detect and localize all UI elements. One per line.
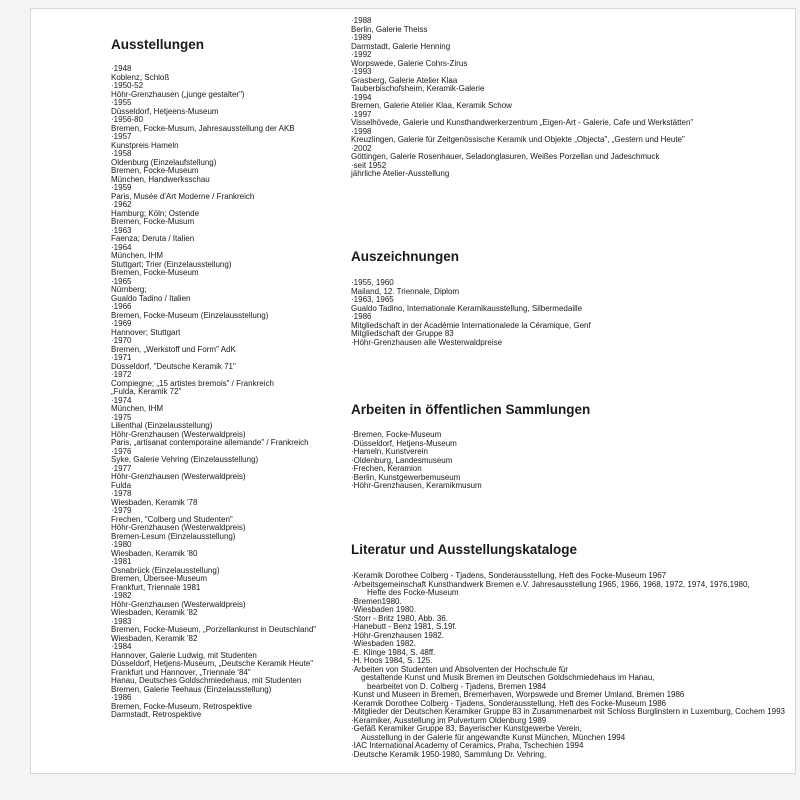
list-item: Wiesbaden, Keramik '78 (111, 497, 198, 507)
collection-item: · Düsseldorf, Hetjens-Museum (351, 440, 800, 449)
list-item: Visselhövede, Galerie und Kunsthandwerkerzentrum „Eigen-Art - Galerie, Cafe und Werkstätten" (351, 118, 694, 127)
exhibitions-list-continued (351, 17, 800, 179)
list-item: · Bremen1980. (351, 598, 800, 607)
list-item: · Gefäß Keramiker Gruppe 83, Bayerischer Kunstgewerbe Verein, (351, 725, 800, 734)
list-item: jährliche Atelier-Ausstellung (351, 169, 450, 178)
list-item: Paris, Musée d'Art Moderne / Frankreich (111, 191, 255, 201)
list-item: Hannover, Galerie Ludwig, mit Studenten (111, 650, 257, 660)
list-item: Berlin, Galerie Theiss (351, 24, 428, 34)
list-item: Wiesbaden, Keramik '82 (111, 633, 198, 643)
list-item: · Storr - Britz 1980, Abb. 36. (351, 615, 800, 624)
list-item: Osnabrück (Einzelausstellung) (111, 565, 220, 575)
list-item: Hamburg; Köln; Ostende (111, 208, 200, 218)
year-entry: · 1971 (111, 354, 341, 363)
list-item: Darmstadt, Retrospektive (111, 710, 202, 719)
list-item: Bremen, Focke-Museum, „Porzellankunst in Deutschland" (111, 625, 317, 634)
list-item: Darmstadt, Galerie Henning (351, 41, 451, 51)
list-item: Höhr-Grenzhausen (Westerwaldpreis) (111, 599, 246, 609)
list-item: Nürnberg; (111, 285, 147, 294)
year-entry: · 1998 (351, 128, 800, 137)
list-item: Düsseldorf, "Deutsche Keramik 71" (111, 361, 236, 371)
list-item: Höhr-Grenzhausen (Westerwaldpreis) (111, 429, 246, 439)
list-item: Düsseldorf, Hetjeens-Museum (111, 106, 219, 116)
exhibitions-list (111, 65, 341, 720)
list-item: Oldenburg (Einzelaufstellung) (111, 157, 217, 167)
list-item: Wiesbaden, Keramik '82 (111, 608, 198, 617)
list-item: Gualdo Tadino, Internationale Keramikausstellung, Silbermedaille (351, 303, 583, 313)
section-literature (351, 542, 800, 759)
list-item: Kreuzlingen, Galerie für Zeitgenössische Keramik und Objekte „Objecta", „Gestern und Heute" (351, 135, 685, 144)
year-entry: · 1959 (111, 184, 341, 193)
list-item: · Hanebutt - Benz 1981, S.19f. (351, 623, 800, 632)
list-item: Hannover; Stuttgart (111, 327, 181, 337)
list-item: · Keramik Dorothee Colberg - Tjadens, Sonderausstellung, Heft des Focke-Museum 1986 (351, 700, 800, 709)
year-entry: · 1955, 1960 (351, 279, 800, 288)
year-entry: · 1965 (111, 278, 341, 287)
year-entry: · 1962 (111, 201, 341, 210)
list-item: Stuttgart; Trier (Einzelausstellung) (111, 259, 232, 269)
section-title-sammlungen: Arbeiten in öffentlichen Sammlungen (351, 402, 591, 417)
section-awards (351, 249, 800, 347)
list-item: Grasberg, Galerie Atelier Klaa (351, 75, 458, 85)
list-item: Hefte des Focke-Museum (367, 588, 459, 597)
list-item: · E. Klinge 1984, S. 48ff. (351, 649, 800, 658)
list-item: Bremen, Galerie Teehaus (Einzelausstellung) (111, 684, 272, 694)
list-item: Bremen, Übersee-Museum (111, 574, 208, 583)
year-entry: · 1958 (111, 150, 341, 159)
list-item: Ausstellung in der Galerie für angewandte Kunst München, München 1994 (361, 732, 626, 742)
list-item: · H. Hoos 1984, S. 125. (351, 657, 800, 666)
list-item: Bremen, Focke-Musum (111, 217, 195, 226)
year-entry: · 1972 (111, 371, 341, 380)
awards-list (351, 279, 800, 347)
list-item: Faenza; Deruta / Italien (111, 234, 195, 243)
year-entry: · 1979 (111, 507, 341, 516)
list-item: · Mitglieder der Deutschen Keramiker Gruppe 83 in Zusammenarbeit mit Schloss Burglinstern in Luxemburg, Cochem 1993 (351, 708, 800, 717)
collection-item: · Berlin, Kunstgewerbemuseum (351, 474, 800, 483)
list-item: Gualdo Tadino / Italien (111, 293, 191, 303)
list-item: Frechen, "Colberg und Studenten" (111, 514, 233, 524)
list-item: Höhr-Grenzhausen („junge gestalter") (111, 89, 245, 99)
list-item: · Arbeiten von Studenten und Absolventen der Hochschule für (351, 666, 800, 675)
left-column (111, 37, 341, 720)
collection-item: · Hameln, Kunstverein (351, 448, 800, 457)
year-entry: · 1993 (351, 68, 800, 77)
year-entry: · 1997 (351, 111, 800, 120)
list-item: Worpswede, Galerie Cohrs-Zirus (351, 58, 468, 68)
year-entry: · 1966 (111, 303, 341, 312)
list-item: Syke, Galerie Vehring (Einzelausstellung) (111, 455, 259, 464)
list-item: bearbeitet von D. Colberg - Tjadens, Bremen 1984 (367, 681, 547, 691)
list-item: Koblenz, Schloß (111, 72, 170, 82)
section-collections (351, 402, 800, 491)
year-entry: · 1957 (111, 133, 341, 142)
year-entry: · 1964 (111, 244, 341, 253)
list-item: Höhr-Grenzhausen (Westerwaldpreis) (111, 523, 246, 532)
year-entry: · 1956-80 (111, 116, 341, 125)
list-item: Kunstpreis Hameln (111, 140, 179, 150)
collection-item: · Bremen, Focke-Museum (351, 431, 800, 440)
list-item: Bremen, „Werkstoff und Form" AdK (111, 344, 236, 354)
year-entry: · 1984 (111, 643, 341, 652)
collection-item: · Frechen, Keramion (351, 465, 800, 474)
year-entry: · 1969 (111, 320, 341, 329)
year-entry: · 1970 (111, 337, 341, 346)
list-item: Tauberbischofsheim, Keramik-Galerie (351, 84, 485, 93)
year-entry: · 1948 (111, 65, 341, 74)
list-item: Hanau, Deutsches Goldschmiedehaus, mit Studenten (111, 676, 302, 685)
year-entry: · seit 1952 (351, 162, 800, 171)
list-item: Frankfurt, Triennale 1981 (111, 582, 201, 592)
section-title-literatur: Literatur und Ausstellungskataloge (351, 542, 578, 557)
collection-item: · Oldenburg, Landesmuseum (351, 457, 800, 466)
year-entry: · 2002 (351, 145, 800, 154)
year-entry: · 1986 (351, 313, 800, 322)
list-item: Mitgliedschaft der Gruppe 83 (351, 329, 454, 338)
year-entry: · 1992 (351, 51, 800, 60)
list-item: gestaltende Kunst und Musik Bremen im Deutschen Goldschmiedehaus im Hanau, (361, 673, 655, 682)
list-item: Bremen, Focke-Museum (111, 166, 199, 175)
year-entry: · 1975 (111, 414, 341, 423)
section-title-ausstellungen: Ausstellungen (111, 37, 205, 52)
exhibitions-continued (351, 17, 800, 179)
list-item: · Deutsche Keramik 1950-1980, Sammlung Dr. Vehring, (351, 751, 800, 760)
list-item: Lilienthal (Einzelausstellung) (111, 421, 213, 430)
list-item: Göttingen, Galerie Rosenhauer, Seladonglasuren, Weißes Porzellan und Jadeschmuck (351, 152, 660, 161)
catalog-page (30, 8, 796, 774)
year-entry: · 1978 (111, 490, 341, 499)
year-entry: · 1982 (111, 592, 341, 601)
list-item: · Kunst und Museen in Bremen, Bremerhaven, Worpswede und Bremer Umland, Bremen 1986 (351, 691, 800, 700)
year-entry: · 1980 (111, 541, 341, 550)
year-entry: · 1989 (351, 34, 800, 43)
list-item: Compiegne; „15 artistes bremois" / Frankreich (111, 378, 274, 388)
list-item: · Wiesbaden 1982. (351, 640, 800, 649)
list-item: · Keramiker, Ausstellung im Pulverturm Oldenburg 1989 (351, 717, 800, 726)
list-item: · IAC International Academy of Ceramics, Praha, Tschechien 1994 (351, 742, 800, 751)
list-item: Mitgliedschaft in der Académie Internationalede la Céramique, Genf (351, 320, 591, 330)
year-entry: · 1983 (111, 618, 341, 627)
year-entry: · 1950-52 (111, 82, 341, 91)
list-item: München, Handwerksschau (111, 174, 210, 184)
list-item: „Fulda, Keramik 72" (111, 387, 182, 396)
year-entry: · 1988 (351, 17, 800, 26)
list-item: Düsseldorf, Hetjens-Museum, „Deutsche Keramik Heute" (111, 659, 314, 668)
year-entry: · 1976 (111, 448, 341, 457)
list-item: Wiesbaden, Keramik '80 (111, 548, 198, 558)
list-item: Bremen-Lesum (Einzelausstellung) (111, 531, 236, 541)
list-item: · Keramik Dorothee Colberg - Tjadens, Sonderausstellung, Heft des Focke-Museum 1967 (351, 572, 800, 581)
literature-list (351, 572, 800, 759)
list-item: Bremen, Galerie Atelier Klaa, Keramik Schow (351, 101, 512, 110)
list-item: München, IHM (111, 404, 164, 413)
year-entry: · 1977 (111, 465, 341, 474)
list-item: Frankfurt und Hannover, „Triennale '84" (111, 667, 251, 677)
year-entry: · 1986 (111, 694, 341, 703)
list-item: Bremen, Focke-Museum, Retrospektive (111, 701, 252, 711)
list-item: · Wiesbaden 1980. (351, 606, 800, 615)
list-item: Bremen, Focke-Musum, Jahresausstellung der AKB (111, 123, 295, 133)
year-entry: · 1994 (351, 94, 800, 103)
collection-item: · Höhr-Grenzhausen, Keramikmusum (351, 482, 800, 491)
list-item: Paris, „artisanat contemporaine allemande" / Frankreich (111, 438, 309, 447)
year-entry: · 1963 (111, 227, 341, 236)
list-item: Bremen, Focke-Museum (Einzelausstellung) (111, 310, 269, 320)
list-item: Fulda (111, 480, 132, 490)
year-entry: · 1955 (111, 99, 341, 108)
list-item: · Arbeitsgemeinschaft Kunsthandwerk Bremen e.V. Jahresausstellung 1965, 1966, 1968, 1972, 1974, 1976,1980, (351, 581, 800, 590)
collections-list (351, 431, 800, 491)
section-title-auszeichnungen: Auszeichnungen (351, 249, 460, 264)
list-item: Höhr-Grenzhausen (Westerwaldpreis) (111, 472, 246, 481)
list-item: Bremen, Focke-Museum (111, 268, 199, 277)
list-item: München, IHM (111, 251, 164, 260)
list-item: · Höhr-Grenzhausen 1982. (351, 632, 800, 641)
year-entry: · 1981 (111, 558, 341, 567)
list-item: Mailand, 12. Triennale, Diplom (351, 286, 460, 296)
year-entry: · Höhr-Grenzhausen alle Westerwaldpreise (351, 339, 800, 348)
year-entry: · 1974 (111, 397, 341, 406)
year-entry: · 1963, 1965 (351, 296, 800, 305)
